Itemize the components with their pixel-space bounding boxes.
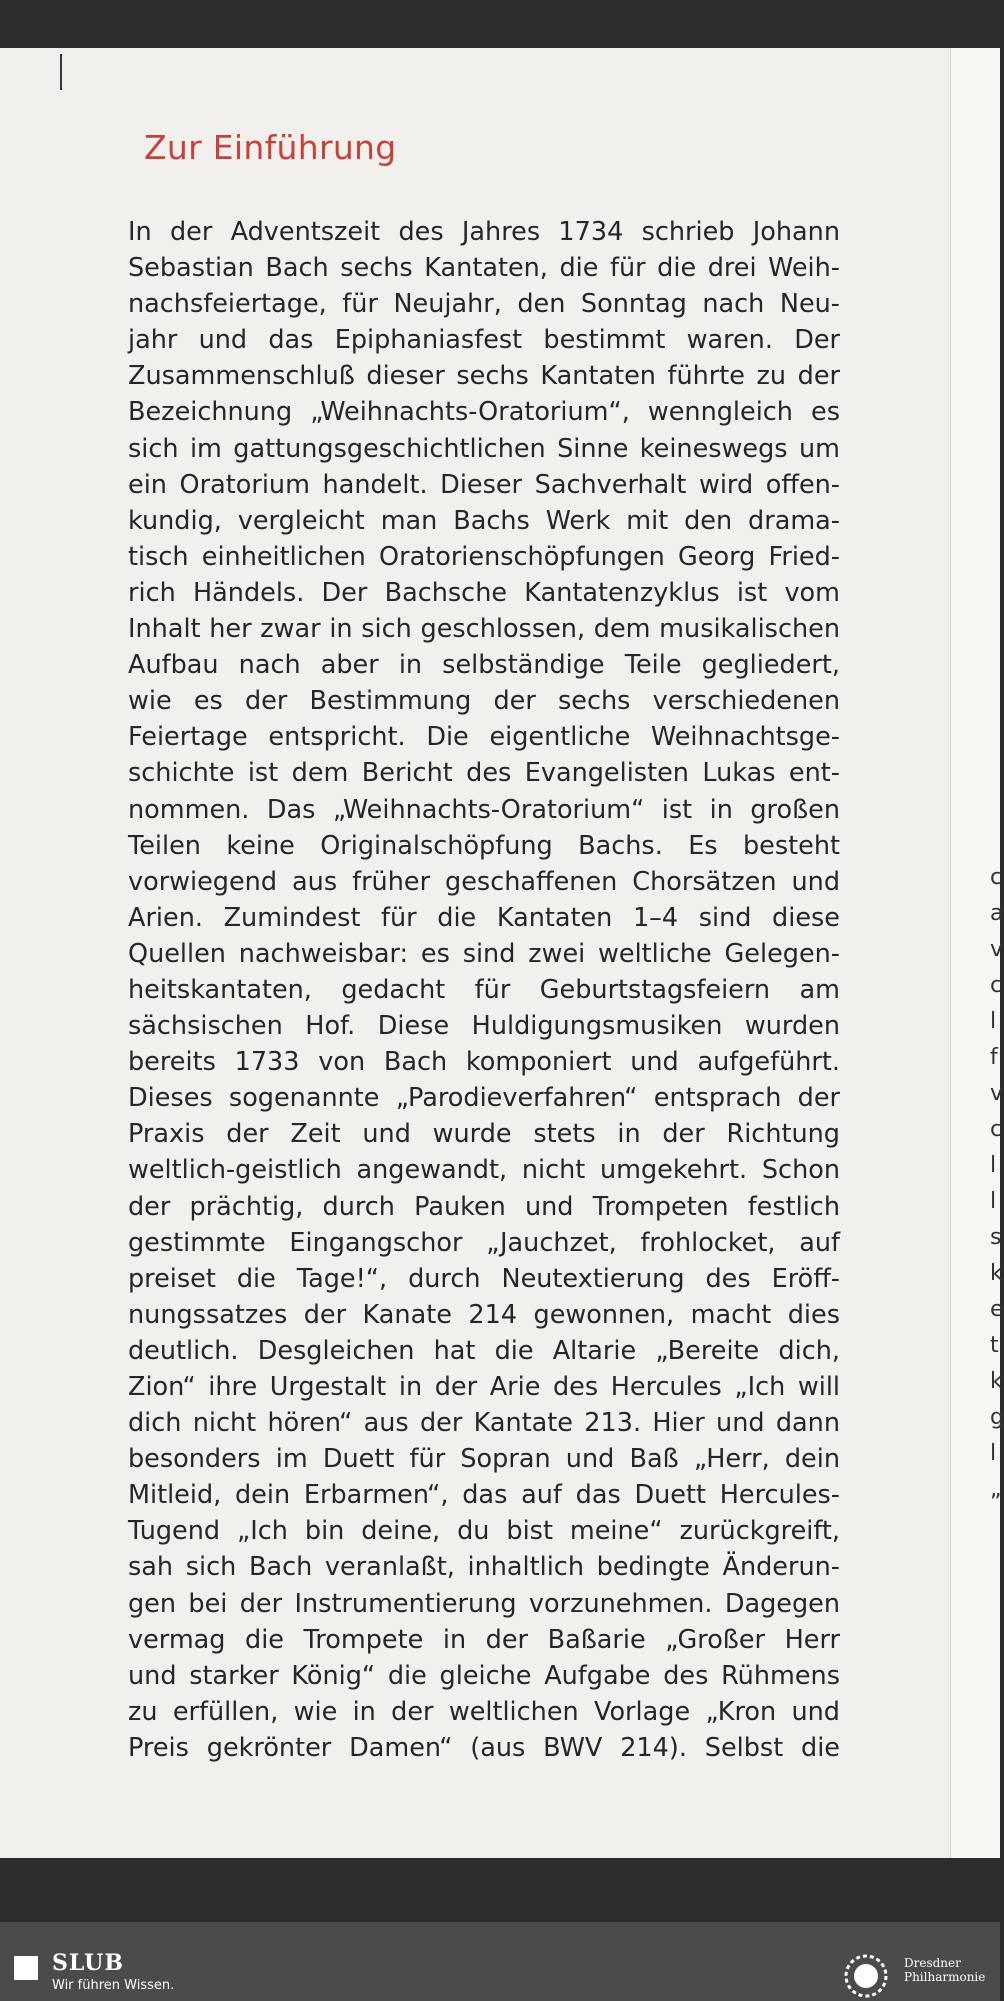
edge-fragment: l: [990, 1441, 997, 1466]
text-line: Preis gekrönter Damen“ (aus BWV 214). Selbst die: [128, 1732, 840, 1763]
text-line: rich Händels. Der Bachsche Kantatenzyklus ist vom: [128, 577, 840, 608]
text-line: Praxis der Zeit und wurde stets in der Richtung: [128, 1119, 840, 1150]
text-line: ein Oratorium handelt. Dieser Sachverhalt wird offen-: [128, 469, 840, 500]
text-line: In der Adventszeit des Jahres 1734 schrieb Johann: [128, 217, 840, 247]
text-line: besonders im Duett für Sopran und Baß „Herr, dein: [128, 1444, 840, 1475]
text-line: gen bei der Instrumentierung vorzunehmen. Dagegen: [128, 1588, 840, 1619]
text-line: preiset die Tage!“, durch Neutextierung des Eröff-: [128, 1263, 840, 1294]
edge-fragment: c: [990, 973, 1003, 998]
text-line: Teilen keine Originalschöpfung Bachs. Es besteht: [128, 830, 840, 861]
text-line: schichte ist dem Bericht des Evangelisten Lukas ent-: [128, 758, 840, 789]
edge-fragment: g: [990, 1405, 1004, 1430]
slub-logo-icon: [14, 1956, 38, 1980]
text-line: Zusammenschluß dieser sechs Kantaten führte zu der: [128, 361, 840, 392]
text-line: nachsfeiertage, für Neujahr, den Sonntag nach Neu-: [128, 289, 840, 320]
text-line: Zion“ ihre Urgestalt in der Arie des Hercules „Ich will: [128, 1372, 840, 1402]
edge-fragment: v: [990, 1081, 1004, 1106]
text-line: nommen. Das „Weihnachts-Oratorium“ ist in großen: [128, 794, 840, 825]
edge-fragment: s: [990, 1225, 1002, 1250]
text-line: sah sich Bach veranlaßt, inhaltlich bedingte Änderun-: [128, 1552, 840, 1583]
philharmonie-name-line2: Philharmonie: [904, 1970, 986, 1984]
text-line: deutlich. Desgleichen hat die Altarie „Bereite dich,: [128, 1335, 840, 1366]
edge-fragment: f: [990, 1045, 998, 1070]
text-line: tisch einheitlichen Oratorienschöpfungen Georg Fried-: [128, 541, 840, 572]
text-line: weltlich-geistlich angewandt, nicht umgekehrt. Schon: [128, 1155, 840, 1186]
text-line: wie es der Bestimmung der sechs verschiedenen: [128, 686, 840, 717]
edge-fragment: k: [990, 1261, 1003, 1286]
text-line: dich nicht hören“ aus der Kantate 213. Hier und dann: [128, 1408, 840, 1439]
page-heading: Zur Einführung: [144, 128, 397, 167]
text-line: Dieses sogenannte „Parodieverfahren“ entsprach der: [128, 1083, 840, 1114]
edge-fragment: v: [990, 937, 1004, 962]
fold-mark: [60, 54, 62, 90]
philharmonie-name-line1: Dresdner: [904, 1956, 961, 1970]
text-line: zu erfüllen, wie in der weltlichen Vorlage „Kron und: [128, 1696, 840, 1727]
slub-tagline: Wir führen Wissen.: [52, 1978, 175, 1993]
edge-fragment: k: [990, 1369, 1003, 1394]
text-line: Quellen nachweisbar: es sind zwei weltliche Gelegen-: [128, 938, 840, 969]
text-line: heitskantaten, gedacht für Geburtstagsfeiern am: [128, 974, 840, 1005]
edge-fragment: l: [990, 1189, 997, 1214]
text-line: Tugend „Ich bin deine, du bist meine“ zurückgreift,: [128, 1516, 840, 1547]
text-line: nungssatzes der Kanate 214 gewonnen, macht dies: [128, 1299, 840, 1330]
text-line: kundig, vergleicht man Bachs Werk mit den drama-: [128, 505, 840, 536]
edge-fragment: t: [990, 1333, 999, 1358]
slub-name: SLUB: [52, 1950, 124, 1976]
edge-fragment: l: [990, 1153, 997, 1178]
text-line: und starker König“ die gleiche Aufgabe des Rühmens: [128, 1660, 840, 1691]
text-line: Bezeichnung „Weihnachts-Oratorium“, wenngleich es: [128, 397, 840, 428]
edge-fragment: c: [990, 865, 1003, 890]
bottom-scan-border: [0, 1858, 1000, 1922]
text-line: Aufbau nach aber in selbständige Teile gegliedert,: [128, 650, 840, 681]
text-line: vermag die Trompete in der Baßarie „Großer Herr: [128, 1624, 840, 1655]
text-line: Inhalt her zwar in sich geschlossen, dem musikalischen: [128, 614, 840, 645]
edge-fragment: a: [990, 901, 1004, 926]
text-line: Mitleid, dein Erbarmen“, das auf das Duett Hercules-: [128, 1480, 840, 1511]
edge-fragment: l: [990, 1009, 997, 1034]
edge-fragment: e: [990, 1297, 1004, 1322]
edge-fragment: „: [990, 1477, 1002, 1502]
text-line: jahr und das Epiphaniasfest bestimmt waren. Der: [128, 325, 840, 356]
text-line: Sebastian Bach sechs Kantaten, die für die drei Weih-: [128, 253, 840, 284]
text-line: sächsischen Hof. Diese Huldigungsmusiken wurden: [128, 1011, 840, 1042]
philharmonie-name: [904, 1956, 1000, 1984]
text-line: der prächtig, durch Pauken und Trompeten festlich: [128, 1191, 840, 1222]
text-line: sich im gattungsgeschichtlichen Sinne keineswegs um: [128, 433, 840, 464]
top-scan-border: [0, 0, 1000, 48]
text-line: gestimmte Eingangschor „Jauchzet, frohlocket, auf: [128, 1227, 840, 1258]
body-text: [128, 214, 840, 1766]
footer-bar: [0, 1922, 1000, 2001]
text-line: vorwiegend aus früher geschaffenen Chorsätzen und: [128, 866, 840, 897]
text-line: Feiertage entspricht. Die eigentliche Weihnachtsge-: [128, 722, 840, 753]
philharmonie-logo-icon: [842, 1952, 890, 2000]
text-line: Arien. Zumindest für die Kantaten 1–4 sind diese: [128, 902, 840, 933]
edge-fragment: c: [990, 1117, 1003, 1142]
text-line: bereits 1733 von Bach komponiert und aufgeführt.: [128, 1047, 840, 1078]
